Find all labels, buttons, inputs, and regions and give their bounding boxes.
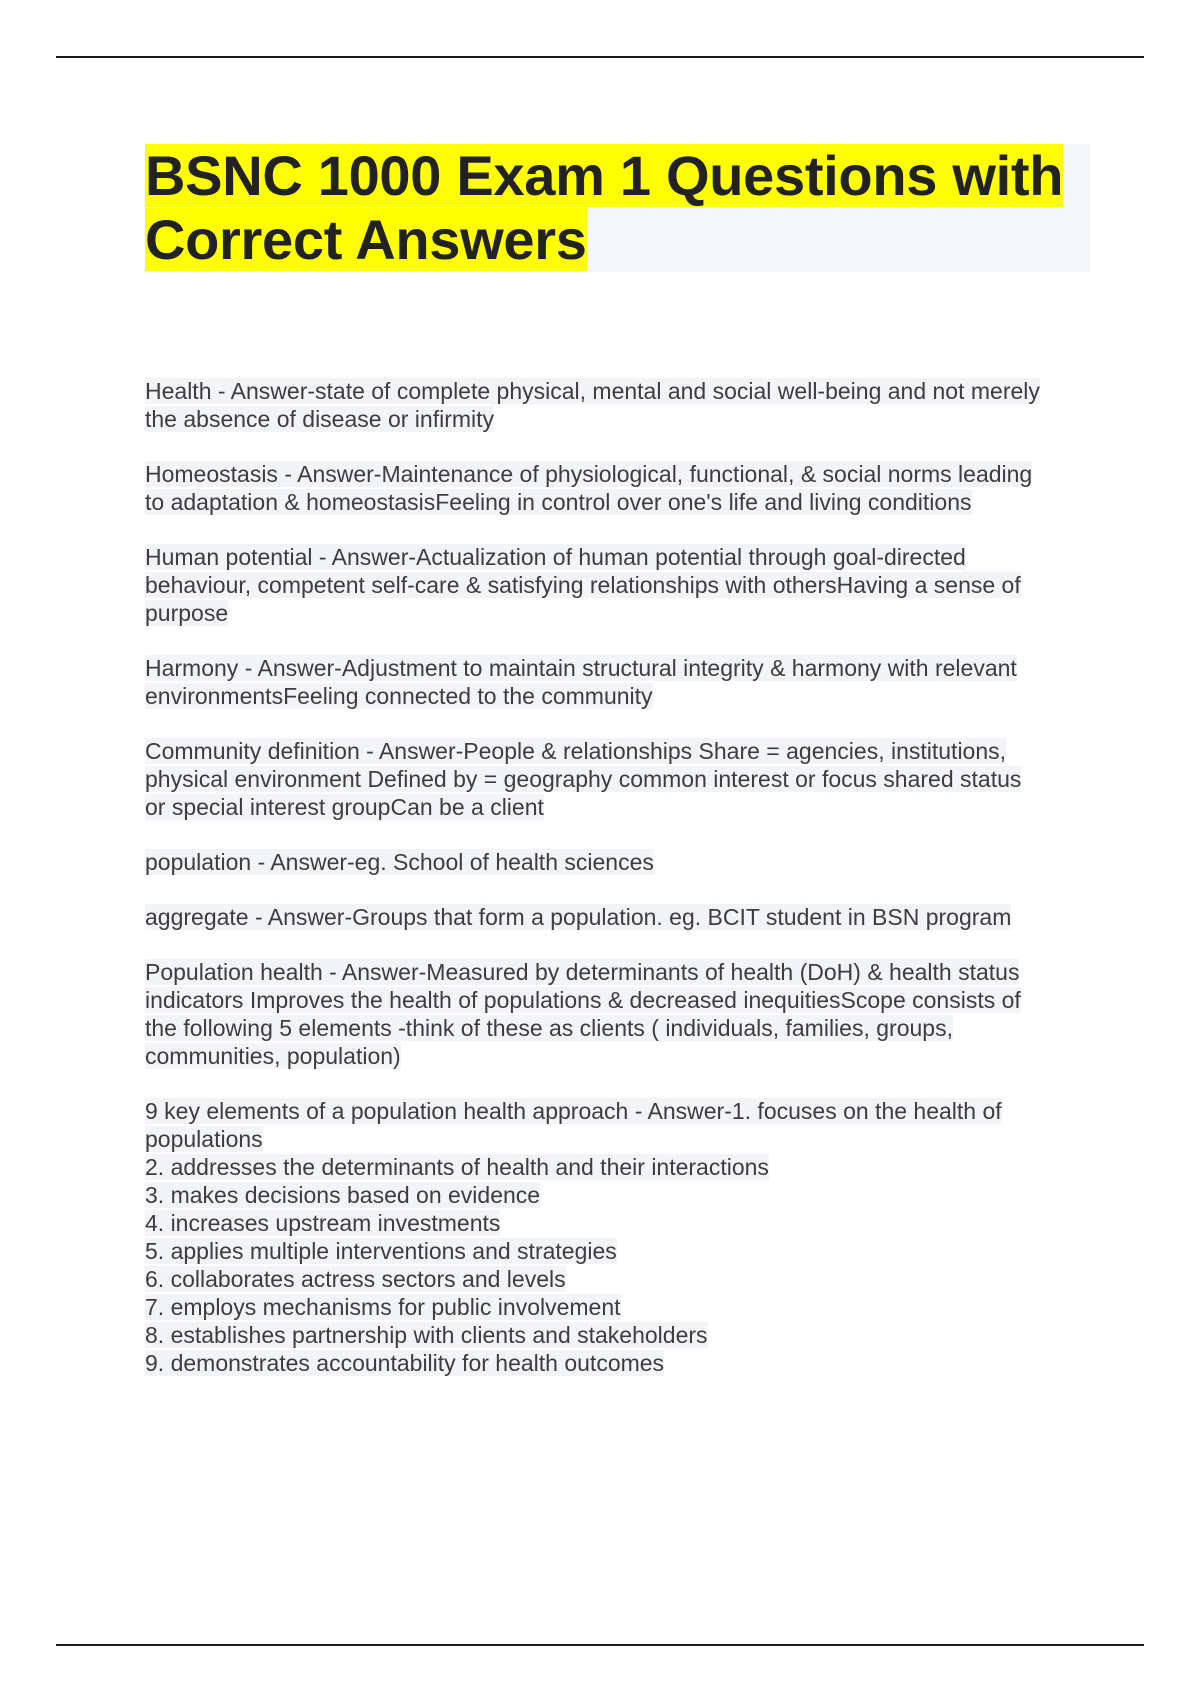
- qa-line: [145, 571, 1090, 599]
- qa-entry: [145, 460, 1090, 516]
- qa-line: [145, 405, 1090, 433]
- qa-line-text: physical environment Defined by = geography common interest or focus shared status: [145, 766, 1022, 792]
- qa-line: [145, 1153, 1090, 1181]
- qa-line: [145, 1181, 1090, 1209]
- qa-line: [145, 599, 1090, 627]
- qa-entry: [145, 1097, 1090, 1377]
- qa-line-text: or special interest groupCan be a client: [145, 794, 544, 820]
- page-title: [145, 144, 1090, 272]
- qa-line-text: 8. establishes partnership with clients and stakeholders: [145, 1322, 708, 1348]
- qa-list: [145, 377, 1090, 1404]
- qa-line: [145, 1209, 1090, 1237]
- qa-line: [145, 682, 1090, 710]
- qa-line: [145, 1237, 1090, 1265]
- qa-entry: [145, 737, 1090, 821]
- qa-line-text: 2. addresses the determinants of health and their interactions: [145, 1154, 769, 1180]
- qa-entry: [145, 848, 1090, 876]
- qa-line: [145, 654, 1090, 682]
- qa-line: [145, 958, 1090, 986]
- qa-line-text: 3. makes decisions based on evidence: [145, 1182, 541, 1208]
- qa-line: [145, 765, 1090, 793]
- qa-line: [145, 1349, 1090, 1377]
- qa-line-text: behaviour, competent self-care & satisfying relationships with othersHaving a sense of: [145, 572, 1021, 598]
- qa-line: [145, 737, 1090, 765]
- qa-line-text: 4. increases upstream investments: [145, 1210, 501, 1236]
- qa-line: [145, 1321, 1090, 1349]
- qa-line: [145, 848, 1090, 876]
- title-block: [145, 144, 1090, 272]
- qa-line: [145, 1042, 1090, 1070]
- qa-line-text: 9 key elements of a population health approach - Answer-1. focuses on the health of: [145, 1098, 1002, 1124]
- qa-line: [145, 1097, 1090, 1125]
- qa-line-text: purpose: [145, 600, 229, 626]
- qa-line: [145, 793, 1090, 821]
- title-line-2: Correct Answers: [145, 208, 587, 271]
- qa-line: [145, 543, 1090, 571]
- qa-line-text: Community definition - Answer-People & relationships Share = agencies, institutions,: [145, 738, 1007, 764]
- qa-line: [145, 460, 1090, 488]
- qa-line-text: the absence of disease or infirmity: [145, 406, 495, 432]
- qa-entry: [145, 958, 1090, 1070]
- qa-entry: [145, 903, 1090, 931]
- qa-line: [145, 1014, 1090, 1042]
- qa-line-text: Homeostasis - Answer-Maintenance of physiological, functional, & social norms leading: [145, 461, 1033, 487]
- qa-line-text: Health - Answer-state of complete physical, mental and social well-being and not merely: [145, 378, 1040, 404]
- qa-line-text: 7. employs mechanisms for public involvement: [145, 1294, 621, 1320]
- qa-line: [145, 1293, 1090, 1321]
- qa-line: [145, 1265, 1090, 1293]
- qa-line-text: aggregate - Answer-Groups that form a population. eg. BCIT student in BSN program: [145, 904, 1012, 930]
- qa-entry: [145, 654, 1090, 710]
- qa-line: [145, 1125, 1090, 1153]
- qa-line-text: 9. demonstrates accountability for health outcomes: [145, 1350, 665, 1376]
- qa-entry: [145, 377, 1090, 433]
- qa-line: [145, 903, 1090, 931]
- qa-line-text: to adaptation & homeostasisFeeling in control over one's life and living conditions: [145, 489, 972, 515]
- qa-line-text: environmentsFeeling connected to the community: [145, 683, 653, 709]
- title-line-1: BSNC 1000 Exam 1 Questions with: [145, 144, 1064, 207]
- qa-line-text: Harmony - Answer-Adjustment to maintain structural integrity & harmony with relevant: [145, 655, 1017, 681]
- qa-line: [145, 986, 1090, 1014]
- qa-line-text: Human potential - Answer-Actualization of human potential through goal-directed: [145, 544, 966, 570]
- qa-line-text: communities, population): [145, 1043, 401, 1069]
- footer-rule: [56, 1644, 1144, 1646]
- qa-entry: [145, 543, 1090, 627]
- qa-line-text: the following 5 elements -think of these as clients ( individuals, families, groups,: [145, 1015, 953, 1041]
- header-rule: [56, 56, 1144, 58]
- qa-line-text: indicators Improves the health of populations & decreased inequitiesScope consists of: [145, 987, 1021, 1013]
- qa-line-text: Population health - Answer-Measured by determinants of health (DoH) & health status: [145, 959, 1020, 985]
- qa-line: [145, 377, 1090, 405]
- qa-line-text: 6. collaborates actress sectors and levels: [145, 1266, 566, 1292]
- qa-line: [145, 488, 1090, 516]
- qa-line-text: population - Answer-eg. School of health sciences: [145, 849, 654, 875]
- qa-line-text: 5. applies multiple interventions and strategies: [145, 1238, 617, 1264]
- qa-line-text: populations: [145, 1126, 263, 1152]
